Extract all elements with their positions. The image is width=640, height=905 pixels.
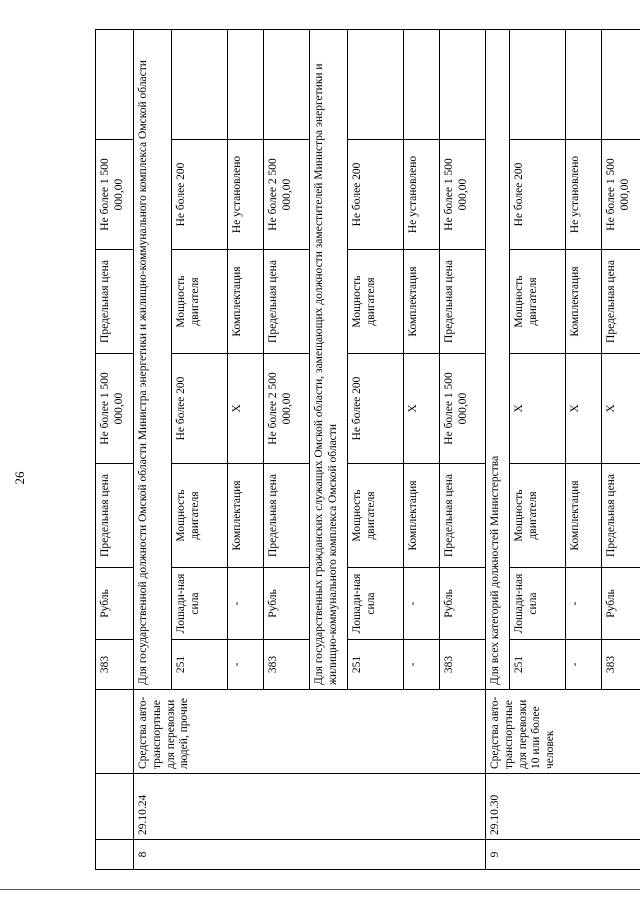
group-title-row xyxy=(486,30,510,870)
unit-cell: Лошади-ная сила xyxy=(510,568,566,640)
rotated-table-content xyxy=(95,30,635,870)
value-cell: Х xyxy=(566,354,602,464)
value-cell: Х xyxy=(228,354,264,464)
okei-cell: - xyxy=(228,640,264,690)
value-cell: Не более 200 xyxy=(172,140,228,250)
value-cell: Не более 1 500 000,00 xyxy=(96,140,134,250)
item-name: Средства авто-транспортные для перевозки 10 или более человек xyxy=(486,690,640,774)
norms-table xyxy=(95,29,640,870)
bottom-rule xyxy=(0,889,640,890)
char-cell: Мощность двигателя xyxy=(172,250,228,354)
okei-cell: 383 xyxy=(440,640,486,690)
char-cell: Комплектация xyxy=(404,464,440,568)
page-number: 26 xyxy=(12,471,27,485)
row-number: 9 xyxy=(486,840,640,870)
char-cell: Предельная цена xyxy=(96,464,134,568)
empty-cell xyxy=(172,30,228,140)
char-cell: Мощность двигателя xyxy=(348,250,404,354)
char-cell: Комплектация xyxy=(566,464,602,568)
value-cell: Не более 200 xyxy=(348,354,404,464)
value-cell: Не более 200 xyxy=(348,140,404,250)
okei-cell: 251 xyxy=(348,640,404,690)
unit-cell: Рубль xyxy=(264,568,310,640)
char-cell: Мощность двигателя xyxy=(172,464,228,568)
empty-cell xyxy=(348,30,404,140)
code-cell xyxy=(96,774,134,840)
char-cell: Мощность двигателя xyxy=(510,464,566,568)
value-cell: Не более 2 500 000,00 xyxy=(264,354,310,464)
char-cell: Предельная цена xyxy=(440,464,486,568)
char-cell: Предельная цена xyxy=(602,464,640,568)
item-name: Средства авто-транспортные для перевозки людей, прочие xyxy=(134,690,486,774)
value-cell: Х xyxy=(602,354,640,464)
char-cell: Мощность двигателя xyxy=(510,250,566,354)
group-title: Для государственной должности Омской области Министра энергетики и жилищно-коммунального комплекса Омской области xyxy=(134,30,172,690)
char-cell: Комплектация xyxy=(566,250,602,354)
value-cell: Не более 1 500 000,00 xyxy=(440,140,486,250)
value-cell: Не более 1 500 000,00 xyxy=(602,140,640,250)
okei-cell: - xyxy=(566,640,602,690)
okpd-code: 29.10.30 xyxy=(486,774,640,840)
name-cell xyxy=(96,690,134,774)
empty-cell xyxy=(264,30,310,140)
value-cell: Не более 1 500 000,00 xyxy=(440,354,486,464)
empty-cell xyxy=(96,30,134,140)
row-number: 8 xyxy=(134,840,486,870)
unit-cell: Лошади-ная сила xyxy=(348,568,404,640)
unit-cell: - xyxy=(404,568,440,640)
empty-cell xyxy=(566,30,602,140)
okei-cell: - xyxy=(404,640,440,690)
unit-cell: Рубль xyxy=(440,568,486,640)
num-cell xyxy=(96,840,134,870)
value-cell: Х xyxy=(510,354,566,464)
okei-cell: 383 xyxy=(602,640,640,690)
unit-cell: - xyxy=(228,568,264,640)
char-cell: Предельная цена xyxy=(440,250,486,354)
empty-cell xyxy=(404,30,440,140)
group-title-row xyxy=(134,30,172,870)
value-cell: Не установлено xyxy=(404,140,440,250)
value-cell: Не более 200 xyxy=(172,354,228,464)
okei-cell: 383 xyxy=(264,640,310,690)
empty-cell xyxy=(440,30,486,140)
empty-cell xyxy=(602,30,640,140)
char-cell: Мощность двигателя xyxy=(348,464,404,568)
group-title: Для всех категорий должностей Министерства xyxy=(486,30,510,690)
okei-cell: 383 xyxy=(96,640,134,690)
value-cell: Не более 2 500 000,00 xyxy=(264,140,310,250)
unit-cell: - xyxy=(566,568,602,640)
char-cell: Предельная цена xyxy=(264,464,310,568)
value-cell: Не установлено xyxy=(566,140,602,250)
char-cell: Комплектация xyxy=(404,250,440,354)
char-cell: Предельная цена xyxy=(602,250,640,354)
char-cell: Комплектация xyxy=(228,250,264,354)
okei-cell: 251 xyxy=(510,640,566,690)
value-cell: Не более 200 xyxy=(510,140,566,250)
okpd-code: 29.10.24 xyxy=(134,774,486,840)
char-cell: Предельная цена xyxy=(96,250,134,354)
empty-cell xyxy=(228,30,264,140)
group-title: Для государственных гражданских служащих Омской области, замещающих должности заместителей Министра энергетики и жилищно-коммунального комплекса Омской области xyxy=(310,30,348,690)
continuation-row xyxy=(96,30,134,870)
rotated-table-frame xyxy=(95,30,635,870)
value-cell: Не установлено xyxy=(228,140,264,250)
unit-cell: Рубль xyxy=(602,568,640,640)
char-cell: Комплектация xyxy=(228,464,264,568)
okei-cell: 251 xyxy=(172,640,228,690)
unit-cell: Рубль xyxy=(96,568,134,640)
value-cell: Х xyxy=(404,354,440,464)
unit-cell: Лошади-ная сила xyxy=(172,568,228,640)
value-cell: Не более 1 500 000,00 xyxy=(96,354,134,464)
char-cell: Предельная цена xyxy=(264,250,310,354)
empty-cell xyxy=(510,30,566,140)
